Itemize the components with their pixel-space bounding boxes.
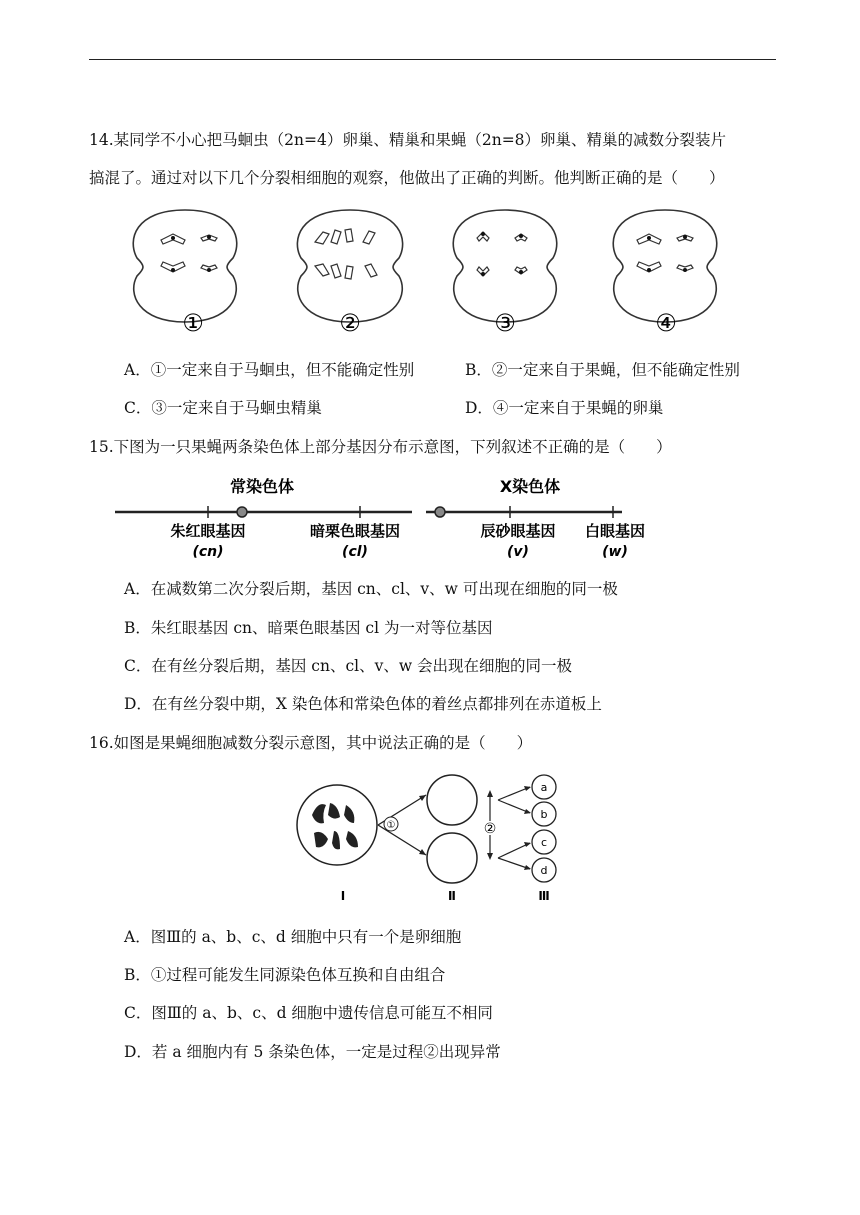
stage-label-II: Ⅱ [448, 889, 456, 903]
autosome-label: 常染色体 [229, 477, 295, 496]
q15-gene-map [110, 470, 660, 565]
x-chromosome-label: X染色体 [499, 477, 561, 496]
q15-option-d: D．在有丝分裂中期，X 染色体和常染色体的着丝点都排列在赤道板上 [124, 695, 602, 713]
cell-label-3: ③ [494, 309, 516, 337]
q16-option-c: C．图Ⅲ的 a、b、c、d 细胞中遗传信息可能互不相同 [124, 1004, 493, 1022]
q15-option-a: A．在减数第二次分裂后期，基因 cn、cl、v、w 可出现在细胞的同一极 [124, 580, 618, 598]
cell-label-a: a [540, 781, 548, 794]
cell-label-d: d [540, 864, 548, 877]
q16-stem: 16.如图是果蝇细胞减数分裂示意图，其中说法正确的是（ ） [89, 734, 533, 752]
cell-label-c: c [540, 836, 548, 849]
q16-meiosis-diagram [290, 765, 580, 905]
process-label-1: ① [386, 820, 396, 831]
gene-w-name: 白眼基因 [584, 522, 646, 540]
q14-option-a: A．①一定来自于马蛔虫，但不能确定性别 [124, 361, 415, 379]
cell-label-1: ① [182, 309, 204, 337]
cell-II-top [427, 775, 477, 825]
cell-label-4: ④ [655, 309, 677, 337]
q14-stem-line1: 14.某同学不小心把马蛔虫（2n=4）卵巢、精巢和果蝇（2n=8）卵巢、精巢的减数分裂装片 [89, 131, 727, 149]
process-label-2: ② [483, 821, 497, 837]
q16-option-a: A．图Ⅲ的 a、b、c、d 细胞中只有一个是卵细胞 [124, 928, 462, 946]
cell-4-outline [613, 210, 717, 322]
q14-stem-line2: 搞混了。通过对以下几个分裂相细胞的观察，他做出了正确的判断。他判断正确的是（ ） [89, 169, 725, 187]
gene-cn-name: 朱红眼基因 [170, 522, 246, 540]
gene-cl-name: 暗栗色眼基因 [309, 522, 401, 540]
cell-label-2: ② [339, 309, 361, 337]
q14-option-b: B．②一定来自于果蝇，但不能确定性别 [465, 361, 740, 379]
q14-figure [125, 200, 735, 340]
q16-option-d: D．若 a 细胞内有 5 条染色体，一定是过程②出现异常 [124, 1043, 501, 1061]
x-centromere [435, 507, 445, 517]
gene-cl-symbol: (cl) [342, 544, 368, 560]
cell-label-b: b [540, 808, 548, 821]
gene-v-symbol: (v) [507, 544, 529, 560]
q15-option-b: B．朱红眼基因 cn、暗栗色眼基因 cl 为一对等位基因 [124, 619, 493, 637]
stage-label-I: Ⅰ [340, 889, 346, 903]
q14-option-d: D．④一定来自于果蝇的卵巢 [465, 399, 664, 417]
gene-w-symbol: (w) [602, 544, 628, 560]
gene-v-name: 辰砂眼基因 [480, 522, 556, 540]
q15-option-c: C．在有丝分裂后期，基因 cn、cl、v、w 会出现在细胞的同一极 [124, 657, 573, 675]
gene-cn-symbol: (cn) [192, 544, 224, 560]
cell-II-bottom [427, 833, 477, 883]
stage-label-III: Ⅲ [538, 889, 550, 903]
header-rule [89, 59, 776, 60]
q15-stem: 15.下图为一只果蝇两条染色体上部分基因分布示意图，下列叙述不正确的是（ ） [89, 438, 672, 456]
q16-option-b: B．①过程可能发生同源染色体互换和自由组合 [124, 966, 446, 984]
cell-3-outline [453, 210, 557, 322]
q14-option-c: C．③一定来自于马蛔虫精巢 [124, 399, 322, 417]
autosome-centromere [237, 507, 247, 517]
cell-I [297, 785, 377, 865]
